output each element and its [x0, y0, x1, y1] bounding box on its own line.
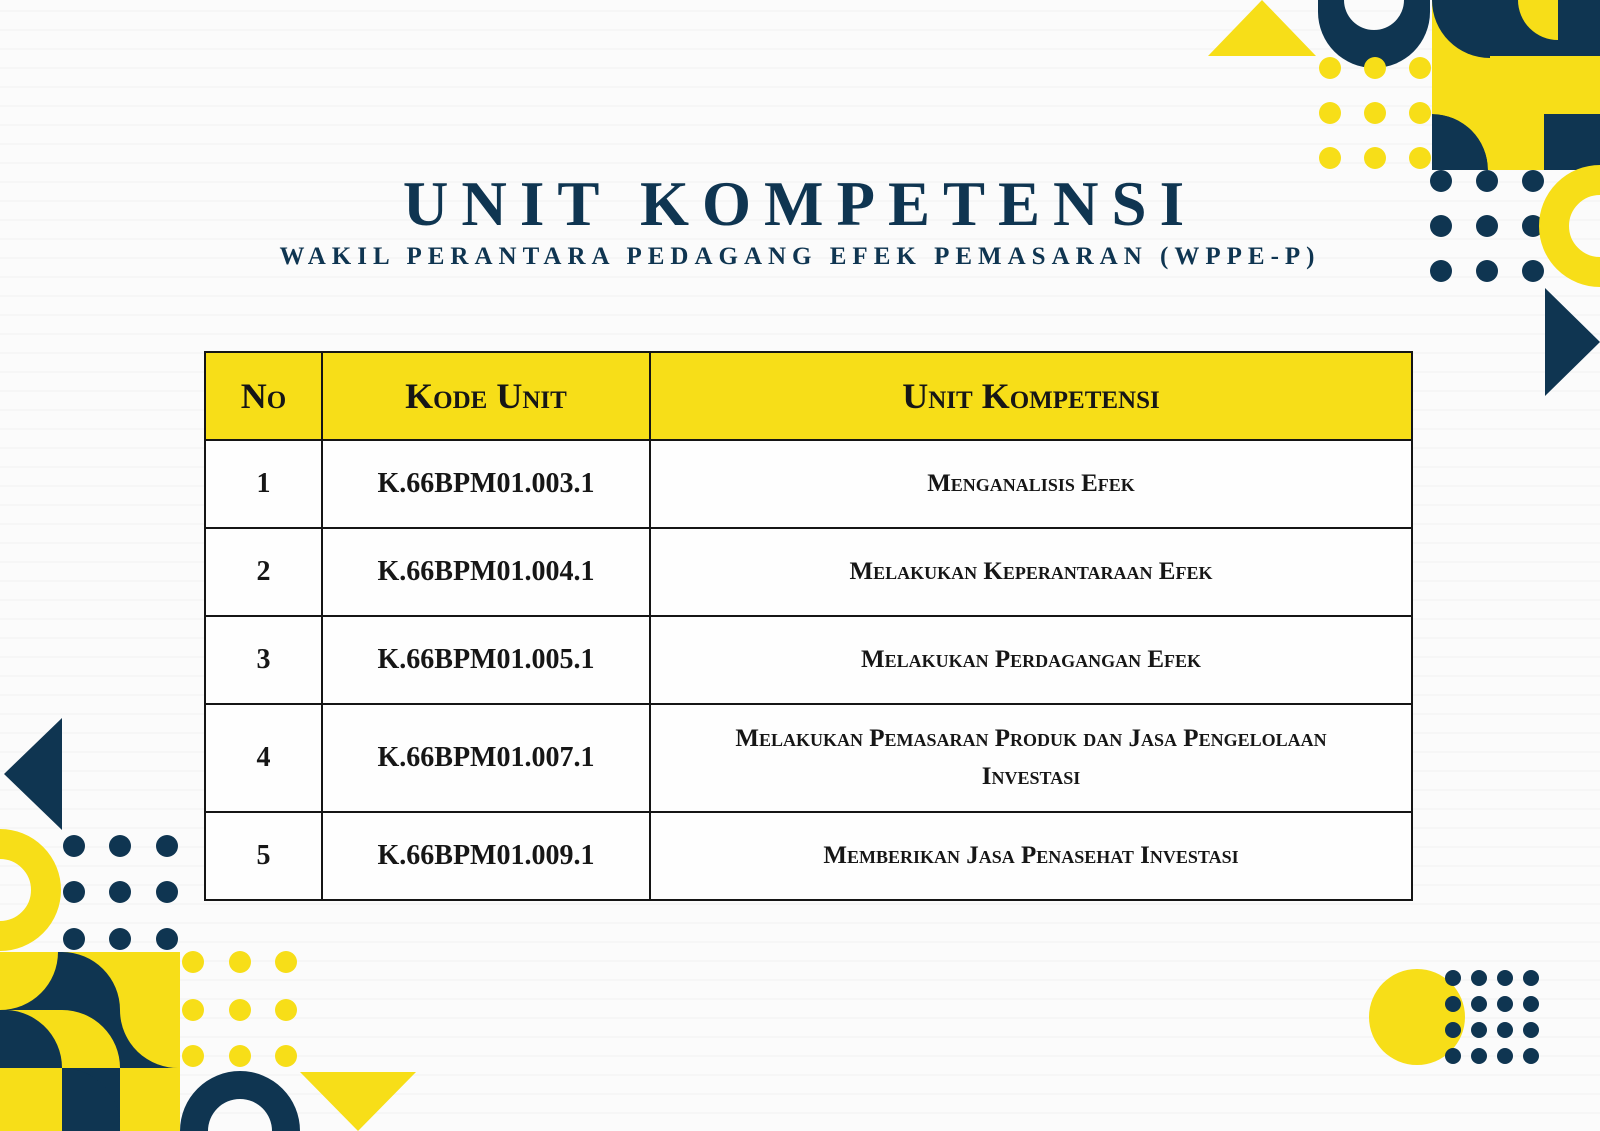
yellow-triangle-shape	[1208, 0, 1316, 56]
unit-code: K.66BPM01.003.1	[322, 440, 650, 528]
yellow-ring-shape	[0, 844, 46, 936]
competency-table	[204, 351, 1413, 901]
yellow-dot-grid	[182, 951, 297, 1067]
unit-code: K.66BPM01.009.1	[322, 812, 650, 900]
row-number: 3	[205, 616, 322, 704]
row-number: 1	[205, 440, 322, 528]
yellow-triangle-shape	[300, 1072, 416, 1131]
unit-code: K.66BPM01.005.1	[322, 616, 650, 704]
column-header-kode-unit: Kode Unit	[322, 352, 650, 440]
column-header-unit-kompetensi: Unit Kompetensi	[650, 352, 1412, 440]
unit-name: Melakukan Perdagangan Efek	[650, 616, 1412, 704]
row-number: 5	[205, 812, 322, 900]
table-header-row	[205, 352, 1412, 440]
unit-name: Melakukan Pemasaran Produk dan Jasa Pengelolaan Investasi	[650, 704, 1412, 812]
bottom-right-decoration	[1369, 969, 1539, 1065]
navy-dot-grid	[1445, 970, 1539, 1064]
table-row	[205, 616, 1412, 704]
table-row	[205, 440, 1412, 528]
table-row	[205, 704, 1412, 812]
navy-triangle-shape	[4, 718, 62, 830]
column-header-no: No	[205, 352, 322, 440]
row-number: 4	[205, 704, 322, 812]
table-row	[205, 812, 1412, 900]
yellow-circle-shape	[1369, 969, 1465, 1065]
page-title: UNIT KOMPETENSI	[402, 169, 1198, 239]
page-subtitle: WAKIL PERANTARA PEDAGANG EFEK PEMASARAN (WPPE-P)	[279, 243, 1321, 270]
unit-name: Melakukan Keperantaraan Efek	[650, 528, 1412, 616]
row-number: 2	[205, 528, 322, 616]
navy-arch-shape	[180, 1071, 300, 1131]
navy-dot-grid	[63, 835, 178, 950]
navy-arch-shape	[1318, 0, 1430, 68]
unit-name: Memberikan Jasa Penasehat Investasi	[650, 812, 1412, 900]
unit-name: Menganalisis Efek	[650, 440, 1412, 528]
yellow-dot-grid	[1319, 57, 1431, 169]
navy-triangle-shape	[1545, 288, 1600, 396]
table-row	[205, 528, 1412, 616]
unit-code: K.66BPM01.004.1	[322, 528, 650, 616]
unit-code: K.66BPM01.007.1	[322, 704, 650, 812]
